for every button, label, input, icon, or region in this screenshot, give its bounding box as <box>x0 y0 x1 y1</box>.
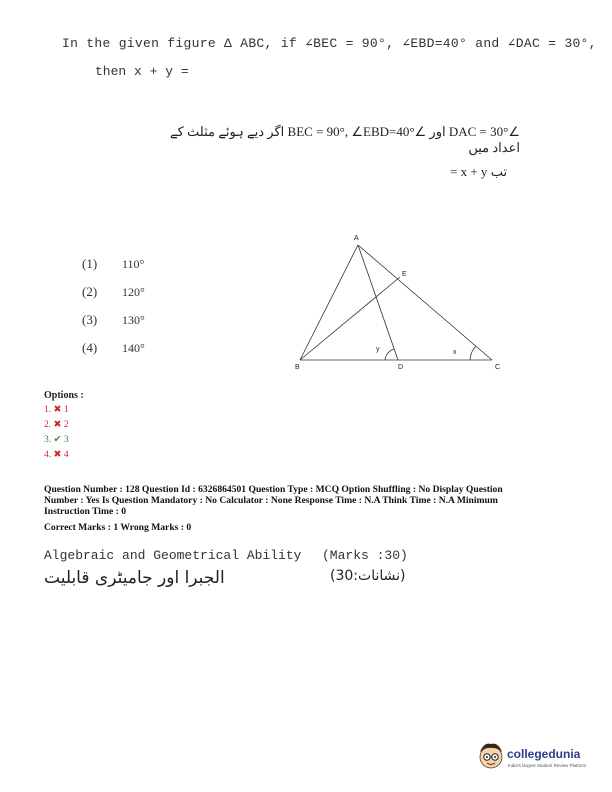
segment-be <box>300 277 400 360</box>
option-4-number: 4. <box>44 450 52 460</box>
choice-2-number: (2) <box>82 284 98 299</box>
angle-x-arc <box>470 346 476 360</box>
side-ab <box>300 245 358 360</box>
logo-tagline: India's largest Student Review Platform <box>508 763 587 768</box>
section-title-urdu: الجبرا اور جامیٹری قابلیت <box>44 568 225 588</box>
label-b: B <box>295 364 300 371</box>
label-y: y <box>376 346 380 353</box>
option-4-value: 4 <box>63 450 69 460</box>
marks-info: Correct Marks : 1 Wrong Marks : 0 <box>44 522 192 533</box>
label-d: D <box>398 364 404 371</box>
option-3 <box>44 434 69 445</box>
label-c: C <box>495 364 501 371</box>
cross-icon: ✖ <box>53 420 62 430</box>
meta-line3: Instruction Time : 0 <box>44 506 126 517</box>
meta-line1: Question Number : 128 Question Id : 6326864501 Question Type : MCQ Option Shuffling : No Display Question <box>44 484 503 495</box>
choice-2-value: 120° <box>122 285 145 299</box>
question-text-line1: In the given figure Δ ABC, if ∠BEC = 90°, ∠EBD=40° and ∠DAC = 30°, <box>62 36 597 51</box>
meta-line2: Number : Yes Is Question Mandatory : No Calculator : None Response Time : N.A Think Time : N.A Minimum <box>44 495 498 506</box>
option-2-number: 2. <box>44 420 52 430</box>
options-title: Options : <box>44 390 84 401</box>
choice-3-value: 130° <box>122 313 145 327</box>
question-urdu-line2: تب x + y = <box>450 164 508 179</box>
label-e: E <box>402 271 407 278</box>
logo-text: collegedunia <box>507 747 581 761</box>
question-urdu-line1: ∠DAC = 30° اور ∠BEC = 90°, ∠EBD=40° اگر دیے ہوئے مثلث کے اعداد میں <box>169 124 520 155</box>
option-3-value: 3 <box>63 435 69 445</box>
collegedunia-mascot-icon <box>476 740 506 772</box>
option-3-number: 3. <box>44 435 52 445</box>
option-2 <box>44 419 69 430</box>
option-1-value: 1 <box>63 405 69 415</box>
label-x: x <box>453 349 457 356</box>
choice-1-value: 110° <box>122 257 145 271</box>
section-marks-urdu: (نشانات:30) <box>330 568 406 584</box>
angle-y-arc <box>385 349 394 360</box>
cross-icon: ✖ <box>53 405 62 415</box>
option-1 <box>44 404 69 415</box>
choice-4-number: (4) <box>82 340 98 355</box>
option-4 <box>44 449 69 460</box>
option-2-value: 2 <box>63 420 69 430</box>
option-1-number: 1. <box>44 405 52 415</box>
choice-4-value: 140° <box>122 341 145 355</box>
check-icon: ✔ <box>53 435 62 445</box>
section-title: Algebraic and Geometrical Ability <box>44 548 302 563</box>
section-marks: (Marks :30) <box>322 548 408 563</box>
label-a: A <box>354 235 359 242</box>
triangle-figure <box>280 225 520 375</box>
cross-icon: ✖ <box>53 450 62 460</box>
choice-3-number: (3) <box>82 312 98 327</box>
choice-1-number: (1) <box>82 256 98 271</box>
question-text-line2: then x + y = <box>95 64 189 79</box>
